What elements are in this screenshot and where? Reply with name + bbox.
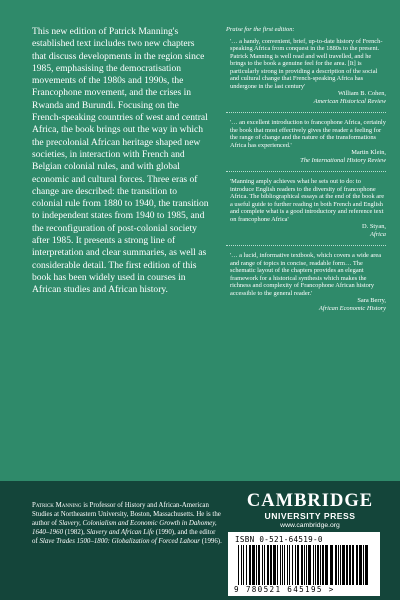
bio-text: is Professor of History and African-American Studies at Northeastern University, Boston, Massachusetts. He is the author of — [32, 502, 221, 527]
praise-title: Praise for the first edition: — [226, 26, 295, 33]
book-title: Slavery, Colonialism and Economic Growth in Dahomey, 1640–1960 — [32, 519, 217, 536]
blurb-text: This new edition of Patrick Manning's established text includes two new chapters that discuss developments in the region since 1985, emphasising the democratisation movements of the 1980s and 1990s, the Francophone movement, and the crises in Rwanda and Burundi. Focusing on the French-speaking countries of west and central Africa, the book brings out the way in which the precolonial African heritage shaped new societies, in interaction with French and Belgian colonial rules, and with global economic and cultural forces. Three eras of change are described: the transition to colonial rule from 1880 to 1940, the transition to independent states from 1940 to 1985, and the reconfiguration of post-colonial society after 1985. It presents a strong line of interpretation and clear summaries, as well as considerable detail. The first edition of this book has been widely used in courses in African studies and African history. — [32, 26, 209, 296]
publisher-name: CAMBRIDGE — [246, 491, 374, 511]
bio-text: (1990), and the editor of — [32, 528, 216, 545]
review-author: William B. Cohen, — [337, 90, 386, 97]
praise-section — [226, 26, 386, 312]
review-author: D. Styan, — [362, 223, 386, 230]
book-title: Slavery and African Life — [86, 528, 154, 536]
barcode — [236, 545, 372, 585]
review-text: '… an excellent introduction to francophone Africa, certainly the book that most effectively gives the reader a feeling for the range of change and the nature of the transformations Africa has experienced.' — [230, 119, 386, 149]
review-divider — [226, 245, 386, 246]
review-text: '… a lucid, informative textbook, which covers a wide area and range of topics in concise, readable form… The schematic layout of the chapters provides an elegant framework for a historical synthesis which makes the richness and complexity of Francophone African history accessible to the general reader.' — [230, 252, 382, 297]
review — [226, 119, 386, 164]
review — [226, 38, 386, 106]
review-divider — [226, 171, 386, 172]
review-author: Martin Klein, — [351, 149, 386, 156]
publisher-subtitle: UNIVERSITY PRESS — [264, 511, 356, 521]
isbn-barcode-box — [228, 532, 380, 596]
barcode-digits: 9 780521 645195 > — [234, 585, 335, 594]
review — [226, 252, 386, 312]
publisher-logo — [230, 492, 390, 530]
book-title: Slave Trades 1500–1800: Globalization of Forced Labour — [39, 537, 200, 545]
author-name: Patrick Manning — [32, 502, 82, 509]
review — [226, 178, 386, 238]
review-source: African Economic History — [318, 304, 386, 312]
review-source: The International History Review — [300, 156, 386, 164]
isbn-label: ISBN 0-521-64519-0 — [235, 535, 323, 544]
review-source: Africa — [370, 230, 386, 238]
bio-text: (1982), — [63, 528, 87, 536]
review-divider — [226, 112, 386, 113]
review-author: Sara Berry, — [357, 297, 386, 304]
review-text: 'Manning amply achieves what he sets out to do: to introduce English readers to the diversity of francophone Africa. The bibliographical essays at the end of the book are a useful guide to further reading in both French and English and complete what is a good introductory and reference text on francophone Africa' — [230, 178, 385, 223]
publisher-url: www.cambridge.org — [280, 522, 340, 529]
bio-text: (1996). — [200, 537, 222, 545]
review-source: American Historical Review — [313, 97, 386, 105]
review-text: '… a handy, convenient, brief, up-to-date history of French-speaking Africa from conquest in the 1880s to the present. Patrick Manning is well read and well travelled, and he brings to the book a genuine feel for the area. [It] is particularly strong in providing a description of the social and cultural change that French-speaking Africa has undergone in the last century' — [230, 37, 383, 90]
author-bio — [32, 502, 222, 547]
